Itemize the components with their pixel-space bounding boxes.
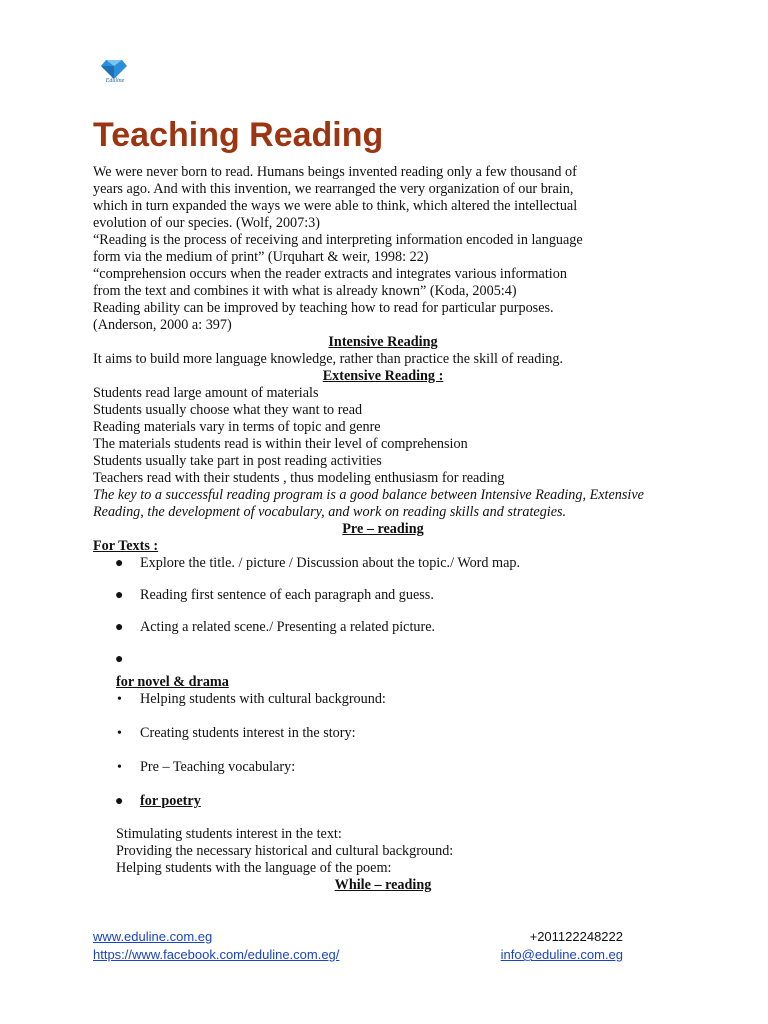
- intro-line: which in turn expanded the ways we were able to think, which altered the intellectual: [93, 198, 578, 214]
- email-link[interactable]: info@eduline.com.eg: [500, 947, 623, 962]
- extensive-item: Reading materials vary in terms of topic and genre: [93, 419, 381, 435]
- pre-reading-heading: Pre – reading: [342, 521, 424, 537]
- extensive-item: Students read large amount of materials: [93, 385, 319, 401]
- document-body: [93, 164, 673, 894]
- intro-line: years ago. And with this invention, we rearranged the very organization of our brain,: [93, 181, 574, 197]
- list-item: ● Reading first sentence of each paragraph and guess.: [93, 587, 673, 604]
- intro-line: evolution of our species. (Wolf, 2007:3): [93, 215, 320, 231]
- extensive-item: Students usually choose what they want to read: [93, 402, 363, 418]
- poetry-line: Stimulating students interest in the text:: [116, 826, 342, 842]
- eduline-logo-icon: [100, 58, 128, 80]
- list-item: • Pre – Teaching vocabulary:: [93, 759, 673, 776]
- for-texts-label: For Texts :: [93, 538, 159, 554]
- novel-bullet-list: [93, 691, 673, 776]
- poetry-line: Helping students with the language of the poem:: [116, 860, 392, 876]
- while-reading-heading: While – reading: [334, 877, 432, 893]
- extensive-item: Students usually take part in post reading activities: [93, 453, 382, 469]
- extensive-item: Teachers read with their students , thus modeling enthusiasm for reading: [93, 470, 505, 486]
- poetry-line: Providing the necessary historical and cultural background:: [116, 843, 454, 859]
- list-item: ● Explore the title. / picture / Discussion about the topic./ Word map.: [93, 555, 673, 572]
- page-title: Teaching Reading: [93, 116, 384, 154]
- extensive-reading-list: [93, 385, 673, 487]
- novel-drama-label: for novel & drama: [116, 674, 229, 690]
- phone-number: +201122248222: [529, 929, 623, 944]
- intro-line: from the text and combines it with what is already known” (Koda, 2005:4): [93, 283, 517, 299]
- poetry-bullet-list: [93, 793, 673, 810]
- list-item: • Creating students interest in the story:: [93, 725, 673, 742]
- poetry-label: for poetry: [140, 793, 201, 809]
- logo-caption: Eduline: [105, 78, 125, 84]
- extensive-item: The materials students read is within their level of comprehension: [93, 436, 468, 452]
- list-item: • Helping students with cultural background:: [93, 691, 673, 708]
- intro-line: form via the medium of print” (Urquhart & weir, 1998: 22): [93, 249, 429, 265]
- list-item: [93, 651, 673, 668]
- key-note: The key to a successful reading program is a good balance between Intensive Reading, Extensive Reading, the development of vocabulary, and work on reading skills and strategies.: [93, 487, 644, 520]
- intro-line: “comprehension occurs when the reader extracts and integrates various information: [93, 266, 567, 282]
- intro-line: (Anderson, 2000 a: 397): [93, 317, 232, 333]
- facebook-link[interactable]: https://www.facebook.com/eduline.com.eg/: [93, 947, 340, 962]
- website-link[interactable]: www.eduline.com.eg: [93, 929, 213, 944]
- intensive-reading-heading: Intensive Reading: [328, 334, 438, 350]
- intro-line: We were never born to read. Humans beings invented reading only a few thousand of: [93, 164, 577, 180]
- text-bullet-list: [93, 555, 673, 668]
- intensive-reading-text: It aims to build more language knowledge, rather than practice the skill of reading.: [93, 351, 564, 367]
- intro-paragraphs: [93, 164, 673, 334]
- list-item: [93, 793, 673, 810]
- list-item: ● Acting a related scene./ Presenting a related picture.: [93, 619, 673, 636]
- footer: [93, 928, 623, 964]
- intro-line: Reading ability can be improved by teaching how to read for particular purposes.: [93, 300, 554, 316]
- poetry-lines: [93, 826, 673, 877]
- extensive-reading-heading: Extensive Reading :: [322, 368, 444, 384]
- intro-line: “Reading is the process of receiving and interpreting information encoded in language: [93, 232, 583, 248]
